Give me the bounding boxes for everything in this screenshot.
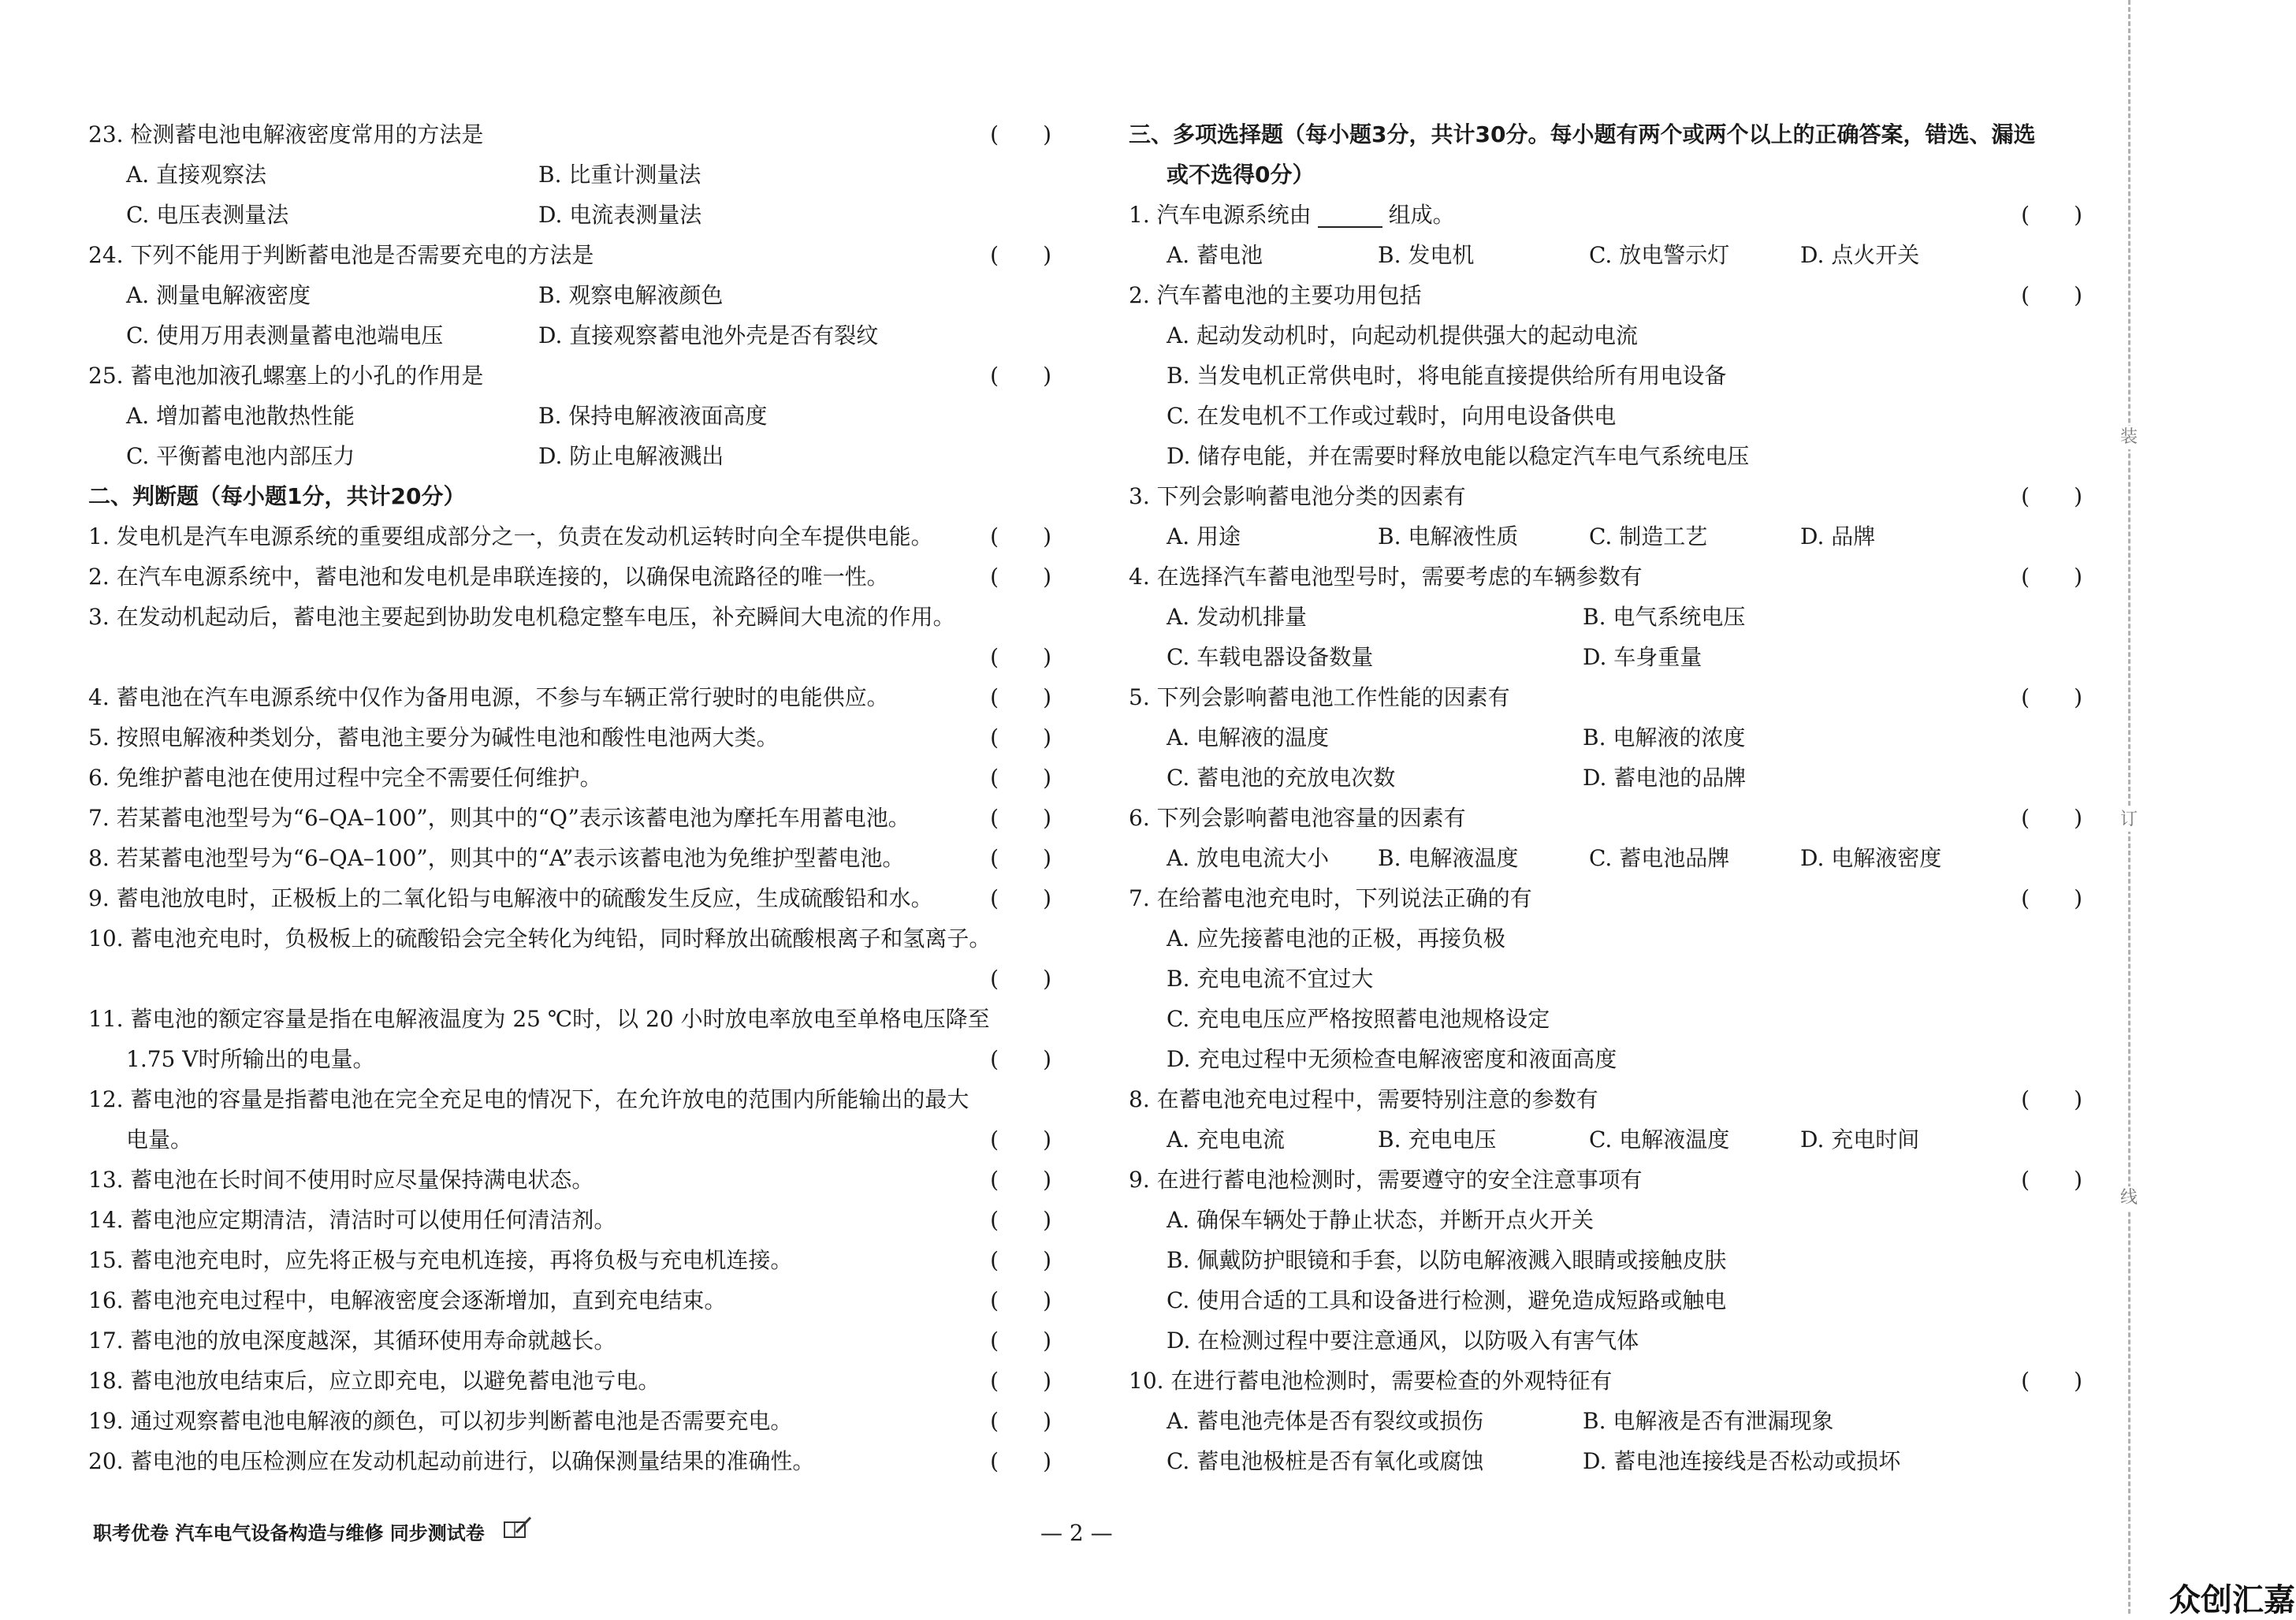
question-text: 15. 蓄电池充电时，应先将正极与充电机连接，再将负极与充电机连接。 [88, 1247, 793, 1273]
answer-parentheses: ( ) [990, 1328, 1051, 1354]
question-text: 2. 在汽车电源系统中，蓄电池和发电机是串联连接的，以确保电流路径的唯一性。 [88, 564, 889, 590]
question-line [88, 677, 1051, 717]
option: D. 直接观察蓄电池外壳是否有裂纹 [538, 322, 879, 348]
question-text: 3. 在发动机起动后，蓄电池主要起到协助发电机稳定整车电压，补充瞬间大电流的作用。 [88, 604, 955, 630]
question-text: 3. 下列会影响蓄电池分类的因素有 [1129, 483, 1466, 509]
question-line [1129, 1079, 2082, 1119]
question-text: 16. 蓄电池充电过程中，电解液密度会逐渐增加，直到充电结束。 [88, 1287, 727, 1313]
answer-parentheses: ( ) [990, 724, 1051, 750]
option: A. 充电电流 [1167, 1127, 1286, 1153]
option-row [1129, 235, 2082, 275]
option-row [1129, 436, 2082, 476]
question-line [88, 717, 1051, 758]
question-text: 9. 在进行蓄电池检测时，需要遵守的安全注意事项有 [1129, 1167, 1643, 1193]
question-text-end: 组成。 [1388, 202, 1455, 228]
question-line [88, 1320, 1051, 1361]
option: C. 蓄电池极桩是否有氧化或腐蚀 [1167, 1448, 1484, 1474]
question-line [88, 356, 1051, 396]
answer-parentheses: ( ) [990, 1448, 1051, 1474]
answer-parentheses: ( ) [990, 363, 1051, 389]
option: B. 电解液性质 [1378, 523, 1519, 549]
page-number: — 2 — [1040, 1520, 1113, 1546]
option: B. 电解液的浓度 [1583, 724, 1746, 750]
question-text: 12. 蓄电池的容量是指蓄电池在完全充足电的情况下，在允许放电的范围内所能输出的最大 [88, 1086, 969, 1112]
option: B. 发电机 [1378, 242, 1475, 268]
option-row [88, 315, 1051, 356]
answer-parentheses: ( ) [990, 1127, 1051, 1153]
question-text: 8. 若某蓄电池型号为“6–QA–100”，则其中的“A”表示该蓄电池为免维护型蓄电池。 [88, 845, 905, 871]
question-text: 1. 汽车电源系统由 [1129, 202, 1312, 228]
option-row [1129, 315, 2082, 356]
question-text: 电量。 [126, 1127, 193, 1153]
question-text: 6. 免维护蓄电池在使用过程中完全不需要任何维护。 [88, 765, 602, 791]
brand-watermark: 众创汇嘉 [2169, 1582, 2295, 1618]
question-line [1129, 275, 2082, 315]
option: C. 电压表测量法 [126, 202, 289, 228]
question-line [88, 1361, 1051, 1401]
question-line [1129, 798, 2082, 838]
option: C. 在发电机不工作或过载时，向用电设备供电 [1167, 403, 1617, 429]
option-row [1129, 1320, 2082, 1361]
option: A. 蓄电池壳体是否有裂纹或损伤 [1167, 1408, 1484, 1434]
answer-parentheses: ( ) [990, 644, 1051, 670]
option: A. 蓄电池 [1167, 242, 1263, 268]
option-row [1129, 1240, 2082, 1280]
question-text: 5. 按照电解液种类划分，蓄电池主要分为碱性电池和酸性电池两大类。 [88, 724, 779, 750]
question-text: 17. 蓄电池的放电深度越深，其循环使用寿命就越长。 [88, 1328, 616, 1354]
option: D. 点火开关 [1800, 242, 1920, 268]
option: C. 放电警示灯 [1589, 242, 1730, 268]
option: C. 蓄电池品牌 [1589, 845, 1730, 871]
question-text: 4. 在选择汽车蓄电池型号时，需要考虑的车辆参数有 [1129, 564, 1643, 590]
answer-parentheses: ( ) [990, 1046, 1051, 1072]
option-row [1129, 597, 2082, 637]
answer-parentheses: ( ) [990, 885, 1051, 911]
option: A. 应先接蓄电池的正极，再接负极 [1167, 925, 1506, 952]
question-text: 5. 下列会影响蓄电池工作性能的因素有 [1129, 684, 1510, 710]
option-row [88, 195, 1051, 235]
answer-parentheses: ( ) [2021, 684, 2082, 710]
option: C. 使用合适的工具和设备进行检测，避免造成短路或触电 [1167, 1287, 1727, 1313]
option: A. 直接观察法 [126, 162, 267, 188]
option: C. 车载电器设备数量 [1167, 644, 1374, 670]
option-row [1129, 959, 2082, 999]
question-line [88, 798, 1051, 838]
question-line [1129, 557, 2082, 597]
option: B. 充电电流不宜过大 [1167, 966, 1374, 992]
option-row [1129, 396, 2082, 436]
option: B. 当发电机正常供电时，将电能直接提供给所有用电设备 [1167, 363, 1727, 389]
option: D. 品牌 [1800, 523, 1876, 549]
option: B. 佩戴防护眼镜和手套，以防电解液溅入眼睛或接触皮肤 [1167, 1247, 1727, 1273]
option: C. 平衡蓄电池内部压力 [126, 443, 355, 469]
fill-blank [1318, 206, 1382, 228]
option: B. 电解液是否有泄漏现象 [1583, 1408, 1834, 1434]
answer-parentheses: ( ) [990, 1287, 1051, 1313]
question-text: 7. 若某蓄电池型号为“6–QA–100”，则其中的“Q”表示该蓄电池为摩托车用蓄电池。 [88, 805, 910, 831]
option-row [1129, 516, 2082, 557]
answer-parentheses: ( ) [990, 966, 1051, 992]
option-row [1129, 918, 2082, 959]
option-row [1129, 1441, 2082, 1481]
question-text: 18. 蓄电池放电结束后，应立即充电，以避免蓄电池亏电。 [88, 1368, 661, 1394]
option: C. 使用万用表测量蓄电池端电压 [126, 322, 444, 348]
question-text: 10. 蓄电池充电时，负极板上的硫酸铅会完全转化为纯铅，同时释放出硫酸根离子和氢离子。 [88, 925, 992, 952]
option: A. 确保车辆处于静止状态，并断开点火开关 [1167, 1207, 1595, 1233]
question-line [1129, 878, 2082, 918]
answer-line [88, 959, 1051, 999]
option: D. 充电过程中无须检查电解液密度和液面高度 [1167, 1046, 1617, 1072]
answer-parentheses: ( ) [2021, 1167, 2082, 1193]
question-line [88, 1160, 1051, 1200]
question-text: 19. 通过观察蓄电池电解液的颜色，可以初步判断蓄电池是否需要充电。 [88, 1408, 793, 1434]
answer-parentheses: ( ) [2021, 483, 2082, 509]
question-line [88, 918, 1051, 959]
footer-series-title [93, 1514, 534, 1553]
answer-parentheses: ( ) [990, 684, 1051, 710]
question-line [88, 1401, 1051, 1441]
option: D. 在检测过程中要注意通风，以防吸入有害气体 [1167, 1328, 1639, 1354]
question-line [1129, 1361, 2082, 1401]
cut-mark-1: 装 [2117, 426, 2141, 449]
answer-parentheses: ( ) [990, 1368, 1051, 1394]
question-line [88, 516, 1051, 557]
answer-parentheses: ( ) [990, 1207, 1051, 1233]
option-row [88, 275, 1051, 315]
option-row [88, 396, 1051, 436]
question-text: 25. 蓄电池加液孔螺塞上的小孔的作用是 [88, 363, 484, 389]
option: D. 电流表测量法 [538, 202, 702, 228]
answer-parentheses: ( ) [990, 564, 1051, 590]
question-text: 11. 蓄电池的额定容量是指在电解液温度为 25 ℃时，以 20 小时放电率放电至单格电压降至 [88, 1006, 990, 1032]
answer-parentheses: ( ) [2021, 564, 2082, 590]
question-text: 1. 发电机是汽车电源系统的重要组成部分之一，负责在发动机运转时向全车提供电能。 [88, 523, 933, 549]
question-line [1129, 195, 2082, 235]
question-text: 14. 蓄电池应定期清洁，清洁时可以使用任何清洁剂。 [88, 1207, 616, 1233]
answer-parentheses: ( ) [990, 121, 1051, 147]
option: D. 电解液密度 [1800, 845, 1942, 871]
question-text: 13. 蓄电池在长时间不使用时应尽量保持满电状态。 [88, 1167, 594, 1193]
question-line [88, 557, 1051, 597]
question-text: 20. 蓄电池的电压检测应在发动机起动前进行，以确保测量结果的准确性。 [88, 1448, 815, 1474]
section-heading [1129, 114, 2082, 155]
question-line [88, 1280, 1051, 1320]
question-line [88, 758, 1051, 798]
section-heading-text: 三、多项选择题（每小题3分，共计30分。每小题有两个或两个以上的正确答案，错选、漏选 [1129, 121, 2036, 147]
option: A. 增加蓄电池散热性能 [126, 403, 355, 429]
answer-parentheses: ( ) [2021, 202, 2082, 228]
option: B. 观察电解液颜色 [538, 282, 724, 308]
option-row [1129, 838, 2082, 878]
question-line [1129, 476, 2082, 516]
option-row [1129, 758, 2082, 798]
question-text: 24. 下列不能用于判断蓄电池是否需要充电的方法是 [88, 242, 594, 268]
binding-cut-line [2128, 0, 2130, 1614]
question-text: 10. 在进行蓄电池检测时，需要检查的外观特征有 [1129, 1368, 1613, 1394]
question-line [88, 1240, 1051, 1280]
question-text: 4. 蓄电池在汽车电源系统中仅作为备用电源，不参与车辆正常行驶时的电能供应。 [88, 684, 889, 710]
option-row [1129, 1401, 2082, 1441]
question-line [1129, 1160, 2082, 1200]
book-icon [502, 1514, 534, 1554]
question-text: 7. 在给蓄电池充电时，下列说法正确的有 [1129, 885, 1532, 911]
option-row [1129, 637, 2082, 677]
question-line [88, 597, 1051, 637]
option: A. 用途 [1167, 523, 1241, 549]
right-column [1129, 114, 2082, 1481]
option: C. 电解液温度 [1589, 1127, 1730, 1153]
answer-parentheses: ( ) [990, 1167, 1051, 1193]
answer-parentheses: ( ) [990, 805, 1051, 831]
option-row [1129, 1200, 2082, 1240]
question-line [88, 1200, 1051, 1240]
section-heading [88, 476, 1051, 516]
question-line [88, 838, 1051, 878]
cut-mark-2: 订 [2117, 808, 2141, 832]
option: D. 充电时间 [1800, 1127, 1920, 1153]
question-text: 1.75 V时所输出的电量。 [126, 1046, 375, 1072]
answer-parentheses: ( ) [990, 242, 1051, 268]
question-line [88, 878, 1051, 918]
option-row [1129, 1119, 2082, 1160]
option: C. 制造工艺 [1589, 523, 1708, 549]
question-line [88, 999, 1051, 1039]
answer-parentheses: ( ) [990, 1247, 1051, 1273]
question-line [88, 1441, 1051, 1481]
option: A. 测量电解液密度 [126, 282, 311, 308]
option: A. 发动机排量 [1167, 604, 1308, 630]
footer-series-title-text: 职考优卷 汽车电气设备构造与维修 同步测试卷 [93, 1522, 485, 1544]
option-row [1129, 1280, 2082, 1320]
option: B. 电气系统电压 [1583, 604, 1746, 630]
option: A. 放电电流大小 [1167, 845, 1330, 871]
question-text: 23. 检测蓄电池电解液密度常用的方法是 [88, 121, 484, 147]
question-text: 2. 汽车蓄电池的主要功用包括 [1129, 282, 1422, 308]
section-heading-continued [1129, 155, 2082, 195]
option: C. 蓄电池的充放电次数 [1167, 765, 1396, 791]
option: D. 蓄电池连接线是否松动或损坏 [1583, 1448, 1901, 1474]
section-heading-text: 二、判断题（每小题1分，共计20分） [88, 483, 466, 509]
option: A. 起动发动机时，向起动机提供强大的起动电流 [1167, 322, 1639, 348]
question-line [88, 1079, 1051, 1119]
left-column [88, 114, 1051, 1481]
answer-parentheses: ( ) [990, 845, 1051, 871]
section-heading-text: 或不选得0分） [1167, 162, 1315, 188]
answer-parentheses: ( ) [2021, 282, 2082, 308]
option: D. 车身重量 [1583, 644, 1702, 670]
option: D. 储存电能，并在需要时释放电能以稳定汽车电气系统电压 [1167, 443, 1750, 469]
answer-parentheses: ( ) [990, 523, 1051, 549]
answer-line [88, 637, 1051, 677]
option: A. 电解液的温度 [1167, 724, 1330, 750]
question-continuation [88, 1039, 1051, 1079]
cut-mark-3: 线 [2117, 1186, 2141, 1210]
answer-parentheses: ( ) [2021, 1086, 2082, 1112]
answer-parentheses: ( ) [990, 765, 1051, 791]
option: B. 充电电压 [1378, 1127, 1497, 1153]
option: D. 防止电解液溅出 [538, 443, 724, 469]
option-row [1129, 1039, 2082, 1079]
option: B. 保持电解液液面高度 [538, 403, 768, 429]
option-row [88, 436, 1051, 476]
question-line [88, 235, 1051, 275]
question-text: 8. 在蓄电池充电过程中，需要特别注意的参数有 [1129, 1086, 1598, 1112]
answer-parentheses: ( ) [2021, 805, 2082, 831]
answer-parentheses: ( ) [2021, 1368, 2082, 1394]
question-text: 6. 下列会影响蓄电池容量的因素有 [1129, 805, 1466, 831]
option-row [1129, 356, 2082, 396]
option: D. 蓄电池的品牌 [1583, 765, 1747, 791]
option-row [1129, 717, 2082, 758]
option-row [88, 155, 1051, 195]
option: B. 电解液温度 [1378, 845, 1519, 871]
option: B. 比重计测量法 [538, 162, 701, 188]
question-line [88, 114, 1051, 155]
option-row [1129, 999, 2082, 1039]
option: C. 充电电压应严格按照蓄电池规格设定 [1167, 1006, 1550, 1032]
question-line [1129, 677, 2082, 717]
question-text: 9. 蓄电池放电时，正极板上的二氧化铅与电解液中的硫酸发生反应，生成硫酸铅和水。 [88, 885, 933, 911]
answer-parentheses: ( ) [2021, 885, 2082, 911]
question-continuation [88, 1119, 1051, 1160]
answer-parentheses: ( ) [990, 1408, 1051, 1434]
